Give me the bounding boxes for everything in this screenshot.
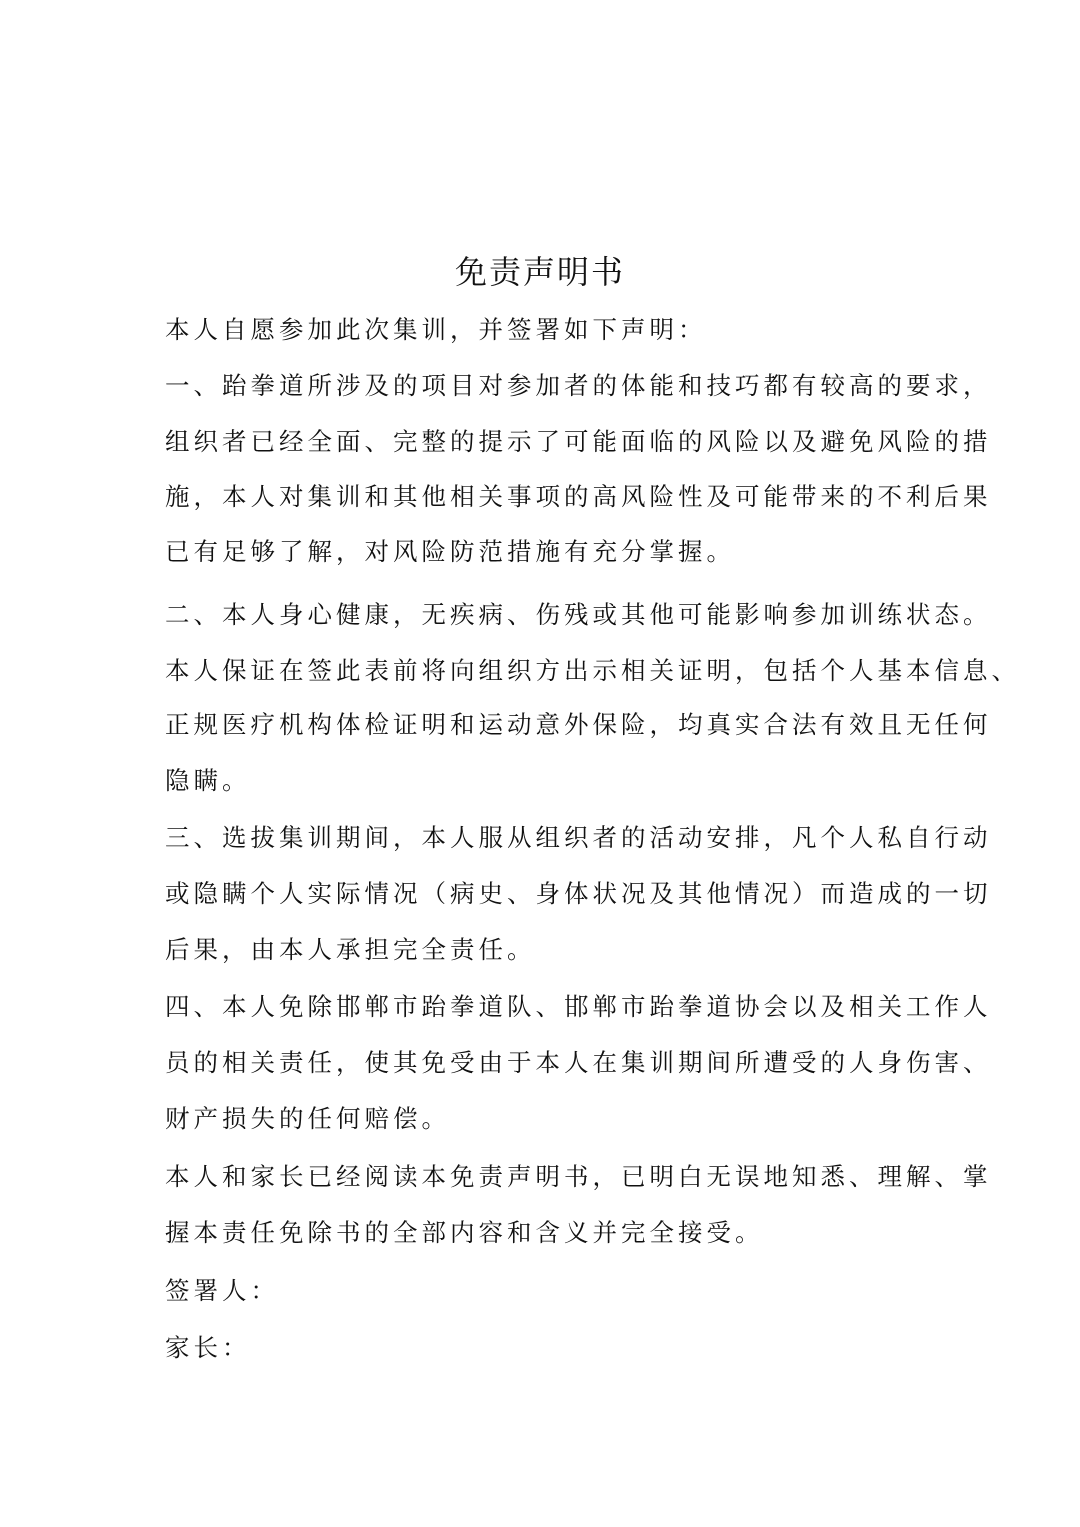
intro-line: 本人自愿参加此次集训，并签署如下声明： — [165, 315, 707, 344]
clause-3-line-1: 三、选拔集训期间，本人服从组织者的活动安排，凡个人私自行动 — [165, 823, 992, 852]
clause-3-line-2: 或隐瞒个人实际情况（病史、身体状况及其他情况）而造成的一切 — [165, 879, 992, 908]
clause-1-line-3: 施，本人对集训和其他相关事项的高风险性及可能带来的不利后果 — [165, 482, 992, 511]
clause-2-line-3: 正规医疗机构体检证明和运动意外保险，均真实合法有效且无任何 — [165, 710, 992, 739]
clause-2-line-1: 二、本人身心健康，无疾病、伤残或其他可能影响参加训练状态。 — [165, 600, 992, 629]
clause-1-line-2: 组织者已经全面、完整的提示了可能面临的风险以及避免风险的措 — [165, 427, 992, 456]
clause-4-line-2: 员的相关责任，使其免受由于本人在集训期间所遭受的人身伤害、 — [165, 1048, 992, 1077]
clause-2-line-2: 本人保证在签此表前将向组织方出示相关证明，包括个人基本信息、 — [165, 656, 1020, 685]
clause-3-line-3: 后果，由本人承担完全责任。 — [165, 935, 536, 964]
parent-label: 家长： — [165, 1333, 251, 1362]
clause-4-line-3: 财产损失的任何赔偿。 — [165, 1104, 450, 1133]
document-title: 免责声明书 — [454, 253, 625, 291]
clause-1-line-4: 已有足够了解，对风险防范措施有充分掌握。 — [165, 537, 735, 566]
signatory-label: 签署人： — [165, 1276, 279, 1305]
acknowledgement-line-2: 握本责任免除书的全部内容和含义并完全接受。 — [165, 1218, 764, 1247]
acknowledgement-line-1: 本人和家长已经阅读本免责声明书，已明白无误地知悉、理解、掌 — [165, 1162, 992, 1191]
clause-4-line-1: 四、本人免除邯郸市跆拳道队、邯郸市跆拳道协会以及相关工作人 — [165, 992, 992, 1021]
clause-2-line-4: 隐瞒。 — [165, 766, 251, 795]
clause-1-line-1: 一、跆拳道所涉及的项目对参加者的体能和技巧都有较高的要求， — [165, 371, 992, 400]
